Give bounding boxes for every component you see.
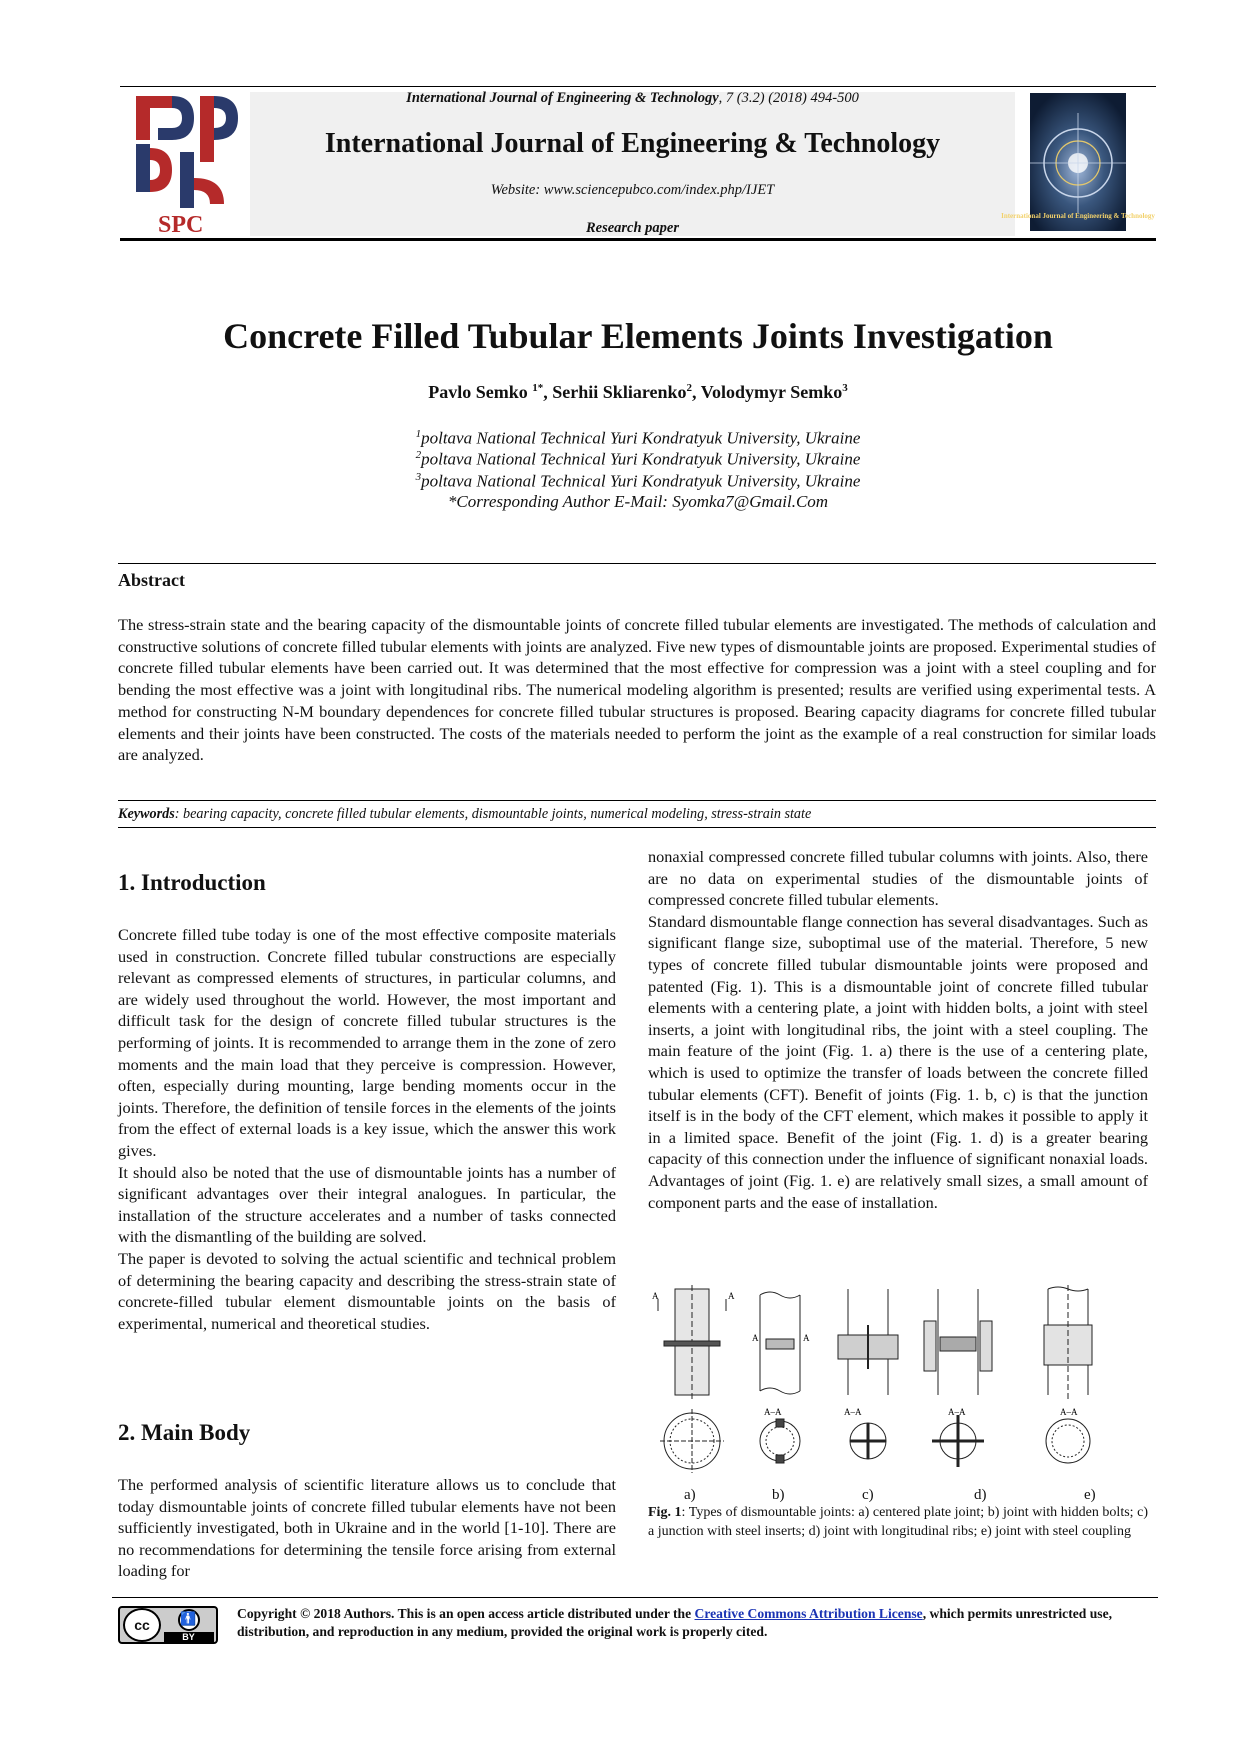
affiliation-sup: 2 [415, 449, 422, 461]
author-name: Volodymyr Semko [700, 382, 843, 402]
paragraph: nonaxial compressed concrete filled tubular columns with joints. Also, there are no data on experimental studies of the dismountable joints of compressed concrete filled tubular elements. [648, 847, 1148, 910]
right-column-text [648, 846, 1148, 1213]
copyright-notice [237, 1605, 1157, 1641]
intro-heading: 1. Introduction [118, 870, 266, 895]
copyright-text: , which permits unrestricted use, distribution, and reproduction in any medium, provided the original work is properly cited. [237, 1606, 1113, 1639]
paragraph: The paper is devoted to solving the actual scientific and technical problem of determining the bearing capacity and describing the stress-strain state of concrete-filled tubular element dismountable joints on the basis of experimental, numerical and theoretical studies. [118, 1248, 616, 1333]
affiliation [120, 449, 1156, 470]
joint-e-drawing [1044, 1285, 1092, 1463]
journal-website: Website: www.sciencepubco.com/index.php/IJET [490, 182, 775, 198]
author-list: Pavlo Semko $^{1*}$, Serhii Skliarenko$^2$, Volodymyr Semko$^3$ [428, 382, 848, 402]
section-mark: A [752, 1333, 759, 1343]
figure-caption-text: : Types of dismountable joints: a) centered plate joint; b) joint with hidden bolts; c) a junction with steel inserts; d) joint with longitudinal ribs; e) joint with steel coupling [648, 1505, 1148, 1539]
figure-caption [648, 1503, 1148, 1541]
keywords-label: Keywords [118, 806, 175, 822]
abstract-text: The stress-strain state and the bearing capacity of the dismountable joints of concrete filled tubular elements are investigated. The methods of calculation and constructive solutions of concrete filled tubular elements with joints are analyzed. Five new types of dismountable joints are proposed. Experimental studies of concrete filled tubular elements have been carried out. It was determined that the most effective for compression was a joint with a steel coupling and for bending the most effective was a joint with longitudinal ribs. The numerical modeling algorithm is presented; results are verified using experimental tests. A method for constructing N-M boundary dependences for concrete filled tubular structures is proposed. Bearing capacity diagrams for concrete filled tubular elements and their joints have been constructed. The costs of the materials needed to perform the joint as the example of a real construction for similar loads are analyzed. [118, 615, 1156, 765]
header-top-rule [120, 86, 1156, 87]
header-band [250, 92, 1015, 236]
footer-rule [112, 1597, 1158, 1598]
figure-1-joint-types [648, 1285, 1148, 1485]
abstract-heading: Abstract [118, 570, 185, 590]
keywords-list: : bearing capacity, concrete filled tubular elements, dismountable joints, numerical modeling, stress-strain state [174, 806, 812, 822]
figure-label-c: c) [862, 1487, 874, 1503]
affiliation-sup: 3 [415, 471, 422, 483]
figure-label-a: a) [684, 1487, 696, 1503]
by-label: BY [164, 1632, 214, 1642]
corresponding-author: *Corresponding Author E-Mail: Syomka7@Gmail.Com [447, 492, 829, 511]
affiliation-sup: 1 [415, 428, 422, 440]
main-body-text [118, 1474, 616, 1582]
figure-label-e: e) [1084, 1487, 1096, 1503]
section-label: A–A [948, 1407, 966, 1417]
author-name: Pavlo Semko [428, 382, 528, 402]
section-mark: A [652, 1291, 659, 1301]
journal-citation-name: International Journal of Engineering & Technology [406, 90, 719, 106]
cover-title: International Journal of Engineering & Technology [1001, 212, 1155, 220]
figure-label-d: d) [974, 1487, 987, 1503]
affiliation [120, 471, 1156, 492]
intro-body [118, 924, 616, 1334]
author-name: Serhii Skliarenko [552, 382, 687, 402]
keywords-top-rule [118, 800, 1156, 801]
attribution-person-icon: 🚹 [178, 1609, 200, 1631]
affiliation [120, 428, 1156, 449]
header-bottom-rule [120, 238, 1156, 241]
figure-caption-label: Fig. 1 [648, 1505, 682, 1520]
license-link[interactable]: Creative Commons Attribution License [694, 1606, 923, 1621]
joint-b-drawing [760, 1292, 800, 1463]
figure-label-b: b) [772, 1487, 785, 1503]
journal-cover [1001, 93, 1155, 231]
joint-a-drawing [658, 1285, 726, 1473]
cc-icon: cc [123, 1608, 161, 1642]
joint-c-drawing [838, 1289, 898, 1459]
affiliation-text: poltava National Technical Yuri Kondratyuk University, Ukraine [421, 449, 861, 469]
paragraph: The performed analysis of scientific literature allows us to conclude that today dismountable joints of concrete filled tubular elements have not been sufficiently investigated, both in Ukraine and in the world [1-10]. There are no recommendations for determining the tensile force arising from external loading for [118, 1475, 616, 1581]
by-block [161, 1609, 216, 1642]
section-label: A–A [1060, 1407, 1078, 1417]
author-sup: 3 [842, 382, 848, 394]
keywords [118, 806, 1156, 823]
abstract-top-rule [118, 563, 1156, 564]
author-sup: 2 [686, 382, 692, 394]
joint-d-drawing [924, 1289, 992, 1467]
keywords-bottom-rule [118, 827, 1156, 828]
paper-title: Concrete Filled Tubular Elements Joints Investigation [223, 316, 1053, 356]
paragraph: It should also be noted that the use of dismountable joints has a number of significant advantages over their integral analogues. In particular, the installation of the structure accelerates and a number of tasks connected with the dismantling of the building are solved. [118, 1162, 616, 1247]
journal-citation-numbers: , 7 (3.2) (2018) 494-500 [718, 90, 859, 106]
paragraph: Standard dismountable flange connection has several disadvantages. Such as significant flange size, suboptimal use of the material. Therefore, 5 new types of concrete filled tubular dismountable joints were proposed and patented (Fig. 1). This is a dismountable joint of concrete filled tubular elements with a centering plate, a joint with hidden bolts, a joint with steel inserts, a joint with longitudinal ribs, the joint with a steel coupling. The main feature of the joint (Fig. 1. a) there is the use of a centering plate, which is used to optimize the transfer of loads between the concrete filled tubular elements (CFT). Benefit of joints (Fig. 1. b, c) is that the junction itself is in the body of the CFT element, which makes it possible to apply it in a limited space. Benefit of the joint (Fig. 1. d) is a greater bearing capacity of this connection under the influence of significant nonaxial loads. Advantages of joint (Fig. 1. e) are relatively small sizes, a small amount of component parts and the ease of installation. [648, 911, 1148, 1212]
section-mark: A [728, 1291, 735, 1301]
affiliation-text: poltava National Technical Yuri Kondratyuk University, Ukraine [421, 471, 861, 491]
section-label: A–A [764, 1407, 782, 1417]
spc-logo [128, 92, 246, 238]
main-body-heading: 2. Main Body [118, 1420, 251, 1445]
affiliation-text: poltava National Technical Yuri Kondratyuk University, Ukraine [421, 428, 861, 448]
section-mark: A [803, 1333, 810, 1343]
author-sup: 1* [532, 382, 544, 394]
journal-citation [250, 90, 1015, 107]
section-label: A–A [844, 1407, 862, 1417]
journal-title: International Journal of Engineering & Technology [324, 128, 941, 159]
cc-by-badge[interactable] [118, 1606, 218, 1644]
spc-logo-text: SPC [158, 212, 204, 238]
paragraph: Concrete filled tube today is one of the most effective composite materials used in construction. Concrete filled tubular constructions are especially relevant as compressed elements of structures, in particular columns, and are widely used throughout the world. However, the most important and difficult task for the design of concrete filled tubular structures is the performing of joints. It is recommended to arrange them in the zone of zero moments and the main load that they perceive is compression. However, often, especially during mounting, large bending moments occur in the joints. Therefore, the definition of tensile forces in the elements of the joints from the effect of external loads is a key issue, which the answer this work gives. [118, 925, 616, 1160]
copyright-text: Copyright © 2018 Authors. This is an open access article distributed under the [237, 1606, 695, 1621]
paper-type: Research paper [585, 220, 680, 236]
